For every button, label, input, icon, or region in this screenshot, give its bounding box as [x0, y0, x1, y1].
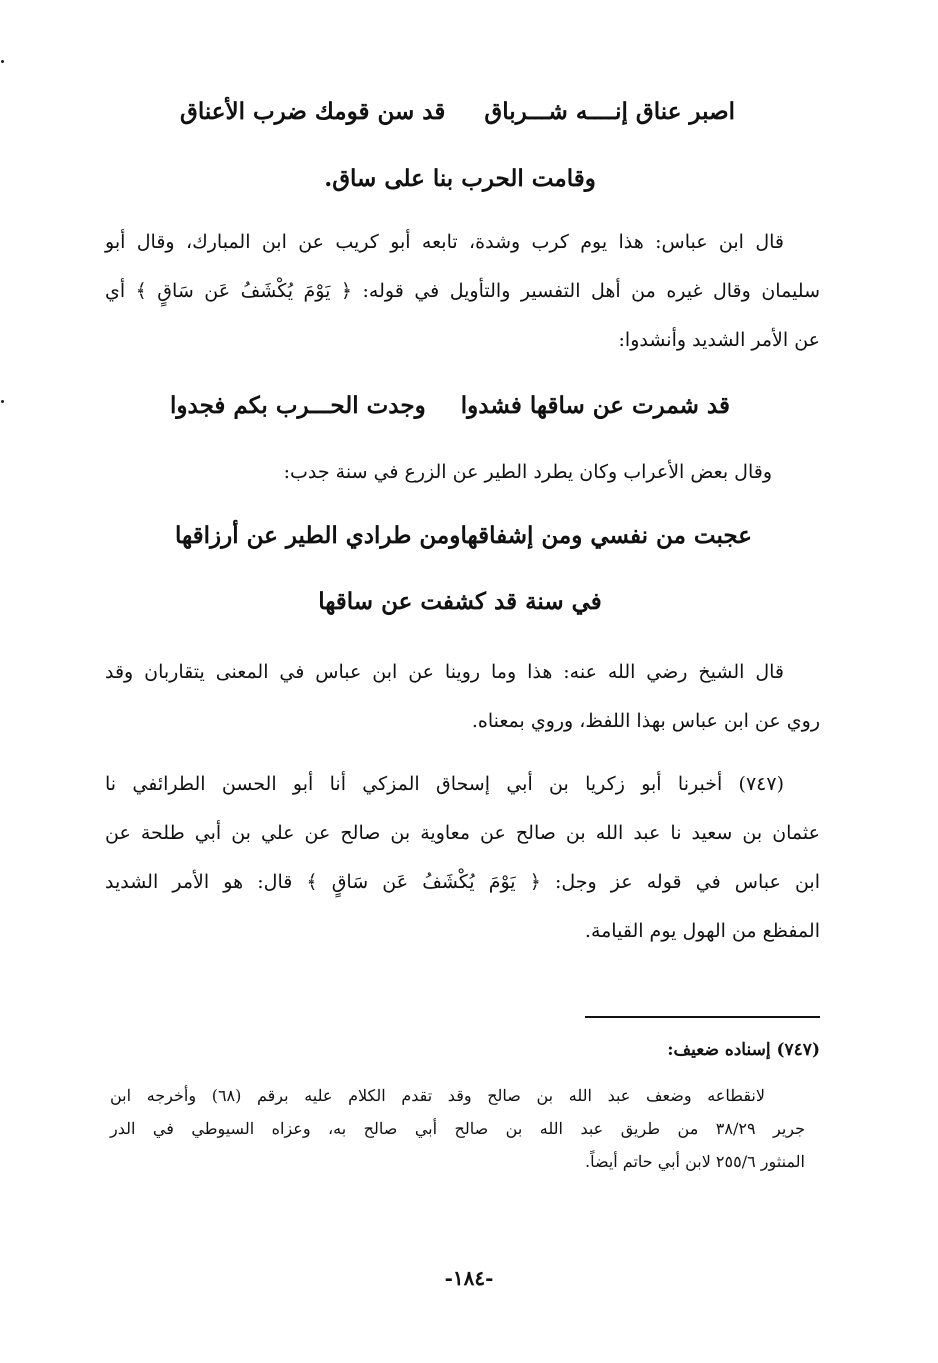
page-number: -١٨٤-: [444, 1266, 494, 1290]
footnote-heading: (٧٤٧) إسناده ضعيف:: [667, 1040, 820, 1060]
paragraph-line: قال الشيخ رضي الله عنه: هذا وما روينا عن ابن عباس في المعنى يتقاربان وقد: [105, 661, 784, 683]
paragraph-line: سليمان وقال غيره من أهل التفسير والتأويل في قوله: ﴿ يَوْمَ يُكْشَفُ عَن سَاقٍ ﴾ أي: [105, 280, 820, 302]
footnote-line: المنثور ٢٥٥/٦ لابن أبي حاتم أيضاً.: [584, 1152, 805, 1171]
hadith-paragraph: [105, 760, 820, 956]
verse-line: [160, 522, 760, 566]
scan-mark: [1, 60, 4, 63]
paragraph-line: عثمان بن سعيد نا عبد الله بن صالح عن معاوية بن صالح عن علي بن أبي طلحة عن: [105, 822, 820, 844]
paragraph-line: ابن عباس في قوله عز وجل: ﴿ يَوْمَ يُكْشَفُ عَن سَاقٍ ﴾ قال: هو الأمر الشديد: [105, 871, 820, 893]
verse-hemistich-left: وجدت الحـــرب بكم فجدوا: [170, 392, 426, 419]
footnote-line: لانقطاعه وضعف عبد الله بن صالح وقد تقدم الكلام عليه برقم (٦٨) وأخرجه ابن: [110, 1086, 765, 1105]
verse-line: [160, 98, 760, 142]
paragraph-line: قال ابن عباس: هذا يوم كرب وشدة، تابعه أبو كريب عن ابن المبارك، وقال أبو: [105, 231, 784, 253]
verse-hemistich-right: قد شمرت عن ساقها فشدوا: [460, 392, 730, 419]
scan-mark: [1, 400, 4, 403]
footnote-divider: [585, 1016, 820, 1018]
paragraph: [105, 448, 820, 497]
paragraph: [105, 218, 820, 365]
verse-line: [160, 392, 760, 436]
verse-hemistich-left: ومن طرادي الطير عن أرزاقها: [175, 522, 461, 549]
footnote-line: جرير ٣٨/٢٩ من طريق عبد الله بن صالح أبي صالح به، وعزاه السيوطي في الدر: [110, 1119, 806, 1138]
paragraph-line: روي عن ابن عباس بهذا اللفظ، وروي بمعناه.: [471, 710, 820, 732]
paragraph-line: وقال بعض الأعراب وكان يطرد الطير عن الزرع في سنة جدب:: [283, 461, 772, 483]
verse-hemistich-left: قد سن قومك ضرب الأعناق: [180, 98, 446, 125]
verse-hemistich-right: عجبت من نفسي ومن إشفاقها: [460, 522, 752, 549]
paragraph-line: المفظع من الهول يوم القيامة.: [584, 920, 820, 942]
verse-hemistich-right: اصبر عناق إنــــه شـــرباق: [484, 98, 735, 125]
footnote-body: [110, 1079, 805, 1178]
paragraph-line: (٧٤٧) أخبرنا أبو زكريا بن أبي إسحاق المزكي أنا أبو الحسن الطرائفي نا: [105, 773, 784, 795]
paragraph: [105, 648, 820, 746]
verse-continuation: وقامت الحرب بنا على ساق.: [324, 165, 596, 192]
verse-continuation: في سنة قد كشفت عن ساقها: [318, 588, 602, 615]
paragraph-line: عن الأمر الشديد وأنشدوا:: [618, 329, 820, 351]
